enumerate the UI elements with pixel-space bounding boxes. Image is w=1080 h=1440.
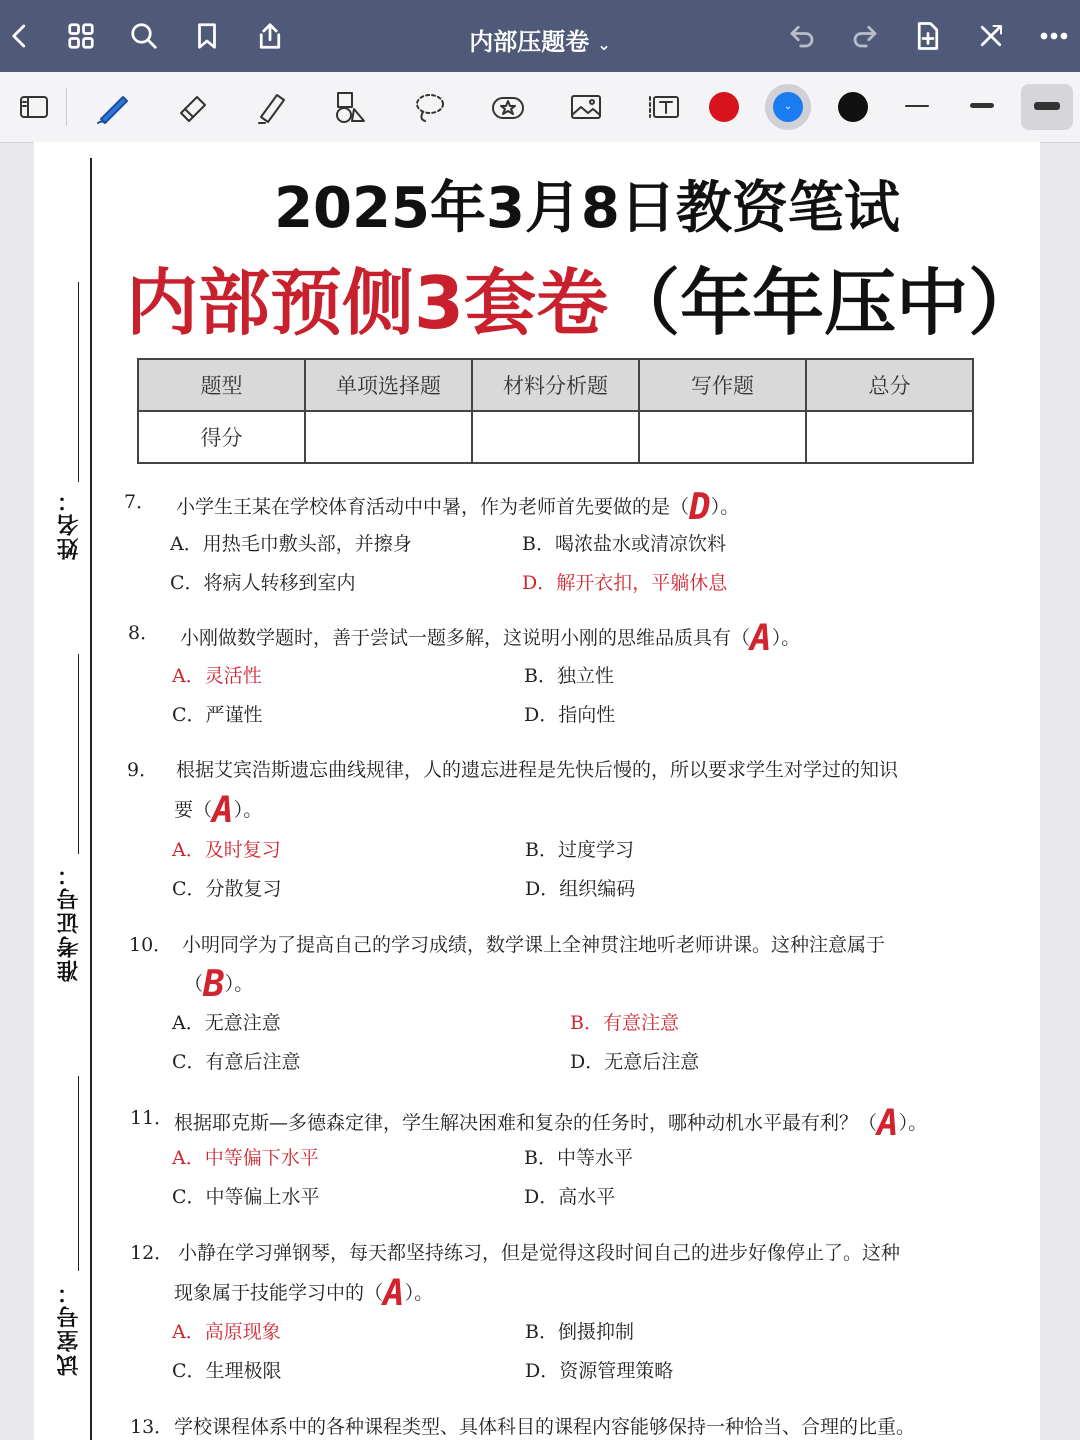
option-text: 分散复习 [205, 878, 282, 900]
option-text: 有意注意 [602, 1012, 679, 1034]
option-label: D． [570, 1051, 605, 1073]
option-text: 解开衣扣，平躺休息 [556, 572, 728, 594]
score-header-cell: 写作题 [639, 359, 806, 411]
text-icon[interactable] [641, 84, 687, 130]
option-text: 倒摄抑制 [557, 1321, 634, 1343]
question-stem-line2 [184, 964, 253, 1005]
stem-text: （ [184, 973, 204, 995]
question-number: 7． [124, 491, 156, 513]
option-b [522, 529, 726, 556]
handwritten-answer: A [212, 790, 234, 831]
option-text: 高水平 [558, 1186, 616, 1208]
question-stem: 学校课程体系中的各种课程类型、具体科目的课程内容能够保持一种恰当、合理的比重。 [174, 1416, 916, 1438]
option-text: 生理极限 [205, 1360, 282, 1382]
undo-icon[interactable] [784, 18, 820, 54]
stroke-medium-option[interactable] [970, 103, 994, 108]
score-table [137, 358, 974, 464]
option-label: C． [172, 1051, 206, 1073]
question-number: 8． [128, 622, 160, 644]
option-text: 过度学习 [557, 839, 634, 861]
option-text: 及时复习 [204, 839, 281, 861]
option-label: B． [525, 1321, 558, 1343]
score-header-cell: 总分 [806, 359, 973, 411]
option-label: D． [525, 878, 560, 900]
option-label: B． [570, 1012, 603, 1034]
name-label: 姓名： [57, 488, 82, 560]
room-label: 试室号： [57, 1280, 82, 1376]
option-d [524, 700, 615, 727]
question-number: 10． [129, 934, 173, 956]
option-text: 无意注意 [204, 1012, 281, 1034]
image-icon[interactable] [563, 84, 609, 130]
handwritten-answer: A [750, 618, 772, 659]
option-label: C． [172, 1186, 206, 1208]
sidebar-toggle-icon[interactable] [11, 84, 57, 130]
option-c [172, 1182, 320, 1209]
question-stem-line1: 根据艾宾浩斯遗忘曲线规律，人的遗忘进程是先快后慢的，所以要求学生对学过的知识 [176, 759, 899, 781]
stem-end: ）。 [224, 973, 254, 995]
question-stem-line1: 小明同学为了提高自己的学习成绩，数学课上全神贯注地听老师讲课。这种注意属于 [182, 934, 886, 956]
option-a-correct [172, 1143, 319, 1170]
option-label: A． [172, 665, 205, 687]
option-d [524, 1182, 615, 1209]
option-label: C． [172, 1360, 206, 1382]
question-stem-line2 [174, 1273, 433, 1314]
option-text: 指向性 [558, 704, 616, 726]
document-page[interactable] [34, 142, 1040, 1440]
option-text: 灵活性 [204, 665, 262, 687]
stem-text: 现象属于技能学习中的（ [174, 1282, 384, 1304]
close-icon[interactable] [973, 18, 1009, 54]
color-swatch-red[interactable] [709, 92, 739, 122]
stem-end: ）。 [233, 799, 263, 821]
question-stem-line2 [174, 790, 262, 831]
option-label: C． [170, 572, 204, 594]
stem-end: ）。 [898, 1112, 928, 1134]
stem-text: 小学生王某在学校体育活动中中暑，作为老师首先要做的是（ [176, 496, 690, 518]
stem-text: 要（ [174, 799, 213, 821]
option-label: B． [524, 1147, 557, 1169]
option-text: 中等偏上水平 [205, 1186, 320, 1208]
chevron-down-icon: ⌄ [597, 35, 611, 54]
handwritten-answer: D [689, 487, 711, 528]
option-b [524, 661, 614, 688]
option-c [172, 874, 282, 901]
drawing-toolbar [0, 72, 1080, 143]
score-table-header [138, 359, 973, 411]
sticker-icon[interactable] [485, 84, 531, 130]
option-b [525, 1317, 634, 1344]
stroke-thin-option[interactable] [905, 105, 929, 107]
shapes-icon[interactable] [327, 84, 373, 130]
exam-title: 2025年3月8日教资笔试 [274, 176, 900, 241]
option-text: 中等偏下水平 [204, 1147, 319, 1169]
stem-end: ）。 [404, 1282, 434, 1304]
exam-id-underline [78, 654, 79, 854]
score-cell[interactable] [305, 411, 472, 463]
option-d [570, 1047, 699, 1074]
option-c [172, 1356, 282, 1383]
handwritten-answer: B [203, 964, 225, 1005]
option-label: D． [524, 704, 559, 726]
name-underline [78, 282, 79, 482]
stroke-thick-option[interactable] [1034, 102, 1060, 110]
binding-margin-line [90, 158, 92, 1440]
handwritten-answer: A [383, 1273, 405, 1314]
stem-end: ）。 [771, 627, 801, 649]
option-text: 将病人转移到室内 [203, 572, 356, 594]
option-a-correct [172, 661, 262, 688]
option-b [525, 835, 634, 862]
handwritten-answer: A [877, 1103, 899, 1144]
subtitle-black-part: （年年压中） [608, 261, 1041, 345]
question-number: 12． [130, 1242, 174, 1264]
option-text: 严谨性 [205, 704, 263, 726]
option-a [170, 529, 412, 556]
option-text: 高原现象 [204, 1321, 281, 1343]
stem-text: 小刚做数学题时，善于尝试一题多解，这说明小刚的思维品质具有（ [180, 627, 751, 649]
room-underline [78, 1076, 79, 1271]
option-label: B． [522, 533, 555, 555]
pen-icon[interactable] [90, 84, 136, 130]
option-label: C． [172, 704, 206, 726]
option-text: 组织编码 [559, 878, 636, 900]
add-page-icon[interactable] [910, 18, 946, 54]
option-text: 有意后注意 [205, 1051, 301, 1073]
option-label: A． [172, 1321, 205, 1343]
score-header-cell: 单项选择题 [305, 359, 472, 411]
option-label: C． [172, 878, 206, 900]
score-cell[interactable] [806, 411, 973, 463]
score-table-row [138, 411, 973, 463]
question-stem [180, 618, 800, 659]
top-navigation-bar [0, 0, 1080, 72]
option-label: D． [525, 1360, 560, 1382]
option-d [525, 1356, 673, 1383]
question-number: 13． [130, 1416, 174, 1438]
option-text: 无意后注意 [604, 1051, 700, 1073]
question-stem-line1: 小静在学习弹钢琴，每天都坚持练习，但是觉得这段时间自己的进步好像停止了。这种 [178, 1242, 901, 1264]
lasso-icon[interactable] [406, 84, 452, 130]
color-swatch-black[interactable] [838, 92, 868, 122]
exam-subtitle [126, 245, 1040, 349]
option-text: 喝浓盐水或清凉饮料 [554, 533, 726, 555]
chevron-down-icon: ⌄ [783, 101, 793, 112]
option-label: A． [172, 839, 205, 861]
more-icon[interactable] [1036, 18, 1072, 54]
option-label: D． [522, 572, 557, 594]
option-label: B． [525, 839, 558, 861]
score-cell[interactable] [639, 411, 806, 463]
option-a [172, 1008, 281, 1035]
subtitle-red-part: 内部预侧3套卷 [126, 261, 609, 345]
option-label: A． [170, 533, 203, 555]
option-b [524, 1143, 633, 1170]
option-label: D． [524, 1186, 559, 1208]
option-d-correct [522, 568, 727, 595]
option-text: 独立性 [556, 665, 614, 687]
option-a-correct [172, 1317, 281, 1344]
score-cell[interactable] [472, 411, 639, 463]
stem-end: ）。 [710, 496, 740, 518]
option-label: A． [172, 1012, 205, 1034]
question-number: 11． [130, 1107, 174, 1129]
option-label: A． [172, 1147, 205, 1169]
option-label: B． [524, 665, 557, 687]
option-d [525, 874, 635, 901]
score-header-cell: 材料分析题 [472, 359, 639, 411]
option-text: 资源管理策略 [559, 1360, 674, 1382]
stem-text: 根据耶克斯—多德森定律，学生解决困难和复杂的任务时，哪种动机水平最有利？（ [174, 1112, 878, 1134]
toolbar-divider [66, 88, 67, 126]
option-text: 中等水平 [556, 1147, 633, 1169]
eraser-icon[interactable] [170, 84, 216, 130]
highlighter-icon[interactable] [248, 84, 294, 130]
question-number: 9． [127, 759, 159, 781]
score-row-label: 得分 [138, 411, 305, 463]
document-title-text: 内部压题卷 [469, 28, 590, 56]
option-c [172, 700, 263, 727]
question-stem [174, 1103, 927, 1144]
option-c [172, 1047, 301, 1074]
score-header-cell: 题型 [138, 359, 305, 411]
question-stem [176, 487, 739, 528]
option-c [170, 568, 356, 595]
option-text: 用热毛巾敷头部，并擦身 [202, 533, 412, 555]
redo-icon[interactable] [847, 18, 883, 54]
option-b-correct [570, 1008, 679, 1035]
option-a-correct [172, 835, 281, 862]
exam-id-label: 准考证号： [57, 862, 82, 982]
